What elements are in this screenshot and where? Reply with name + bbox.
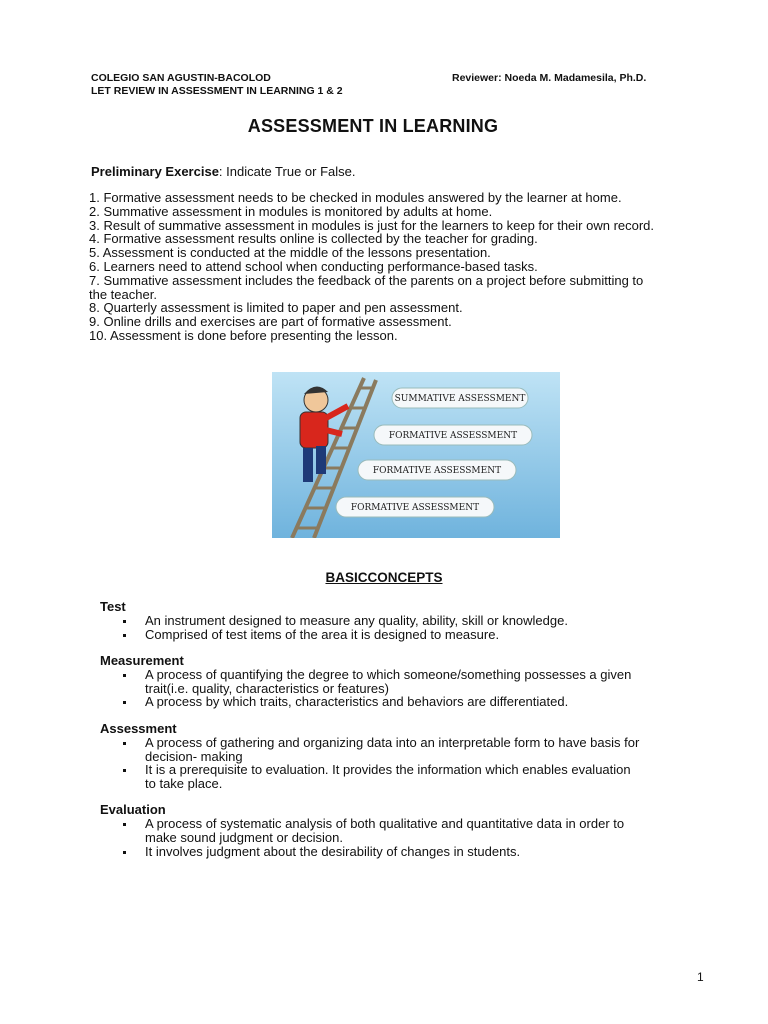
concept-term: Evaluation — [100, 802, 166, 818]
exercise-item: 6. Learners need to attend school when conducting performance-based tasks. — [89, 258, 538, 274]
concept-bullet: A process of systematic analysis of both qualitative and quantitative data in order to make sound judgment or decision. — [100, 817, 640, 844]
exercise-item: 2. Summative assessment in modules is monitored by adults at home. — [89, 203, 493, 219]
concept-bullet: Comprised of test items of the area it is designed to measure. — [100, 628, 640, 642]
ladder-illustration-image — [272, 372, 560, 538]
exercise-list — [89, 191, 659, 343]
school-name: COLEGIO SAN AGUSTIN-BACOLOD — [91, 72, 271, 84]
concept-evaluation — [100, 802, 640, 858]
page-number: 1 — [697, 970, 704, 984]
concept-assessment — [100, 721, 640, 790]
illustration-label: FORMATIVE ASSESSMENT — [372, 466, 502, 476]
basic-concepts-heading: BASICCONCEPTS — [325, 570, 443, 585]
exercise-item: 10. Assessment is done before presenting the lesson. — [89, 327, 398, 343]
exercise-item: 4. Formative assessment results online is collected by the teacher for grading. — [89, 231, 538, 247]
exercise-item: 3. Result of summative assessment in modules is just for the learners to keep for their own record. — [89, 217, 655, 233]
concept-bullet: A process of gathering and organizing data into an interpretable form to have basis for decision- making — [100, 736, 640, 763]
concept-bullet: It is a prerequisite to evaluation. It provides the information which enables evaluation to take place. — [100, 763, 640, 790]
concept-bullet: A process by which traits, characteristics and behaviors are differentiated. — [100, 695, 640, 709]
preliminary-instruction: : Indicate True or False. — [218, 164, 356, 179]
document-header-left — [91, 72, 343, 98]
exercise-item: 7. Summative assessment includes the feedback of the parents on a project before submitting to the teacher. — [89, 272, 644, 302]
concepts-list — [100, 599, 640, 870]
exercise-item: 9. Online drills and exercises are part of formative assessment. — [89, 314, 452, 330]
concept-term: Assessment — [100, 720, 177, 736]
concept-measurement — [100, 653, 640, 709]
illustration-label: SUMMATIVE ASSESSMENT — [394, 394, 526, 404]
exercise-item: 1. Formative assessment needs to be checked in modules answered by the learner at home. — [89, 190, 622, 205]
exercise-item: 5. Assessment is conducted at the middle of the lessons presentation. — [89, 245, 491, 261]
ladder-illustration — [272, 372, 560, 538]
illustration-label: FORMATIVE ASSESSMENT — [388, 431, 518, 441]
concept-test — [100, 599, 640, 641]
concept-bullet: A process of quantifying the degree to which someone/something possesses a given trait(i.e. quality, characteristics or features) — [100, 668, 640, 695]
preliminary-label: Preliminary Exercise — [91, 164, 219, 179]
preliminary-exercise — [91, 164, 356, 179]
exercise-item: 8. Quarterly assessment is limited to paper and pen assessment. — [89, 300, 463, 316]
page-title: ASSESSMENT IN LEARNING — [247, 116, 499, 136]
concept-bullet: It involves judgment about the desirability of changes in students. — [100, 845, 640, 859]
concept-term: Test — [100, 599, 126, 614]
review-subtitle: LET REVIEW IN ASSESSMENT IN LEARNING 1 & 2 — [91, 85, 343, 97]
concept-term: Measurement — [100, 653, 184, 669]
reviewer-name: Reviewer: Noeda M. Madamesila, Ph.D. — [452, 72, 647, 84]
concept-bullet: An instrument designed to measure any quality, ability, skill or knowledge. — [100, 614, 640, 628]
illustration-label: FORMATIVE ASSESSMENT — [350, 503, 480, 513]
